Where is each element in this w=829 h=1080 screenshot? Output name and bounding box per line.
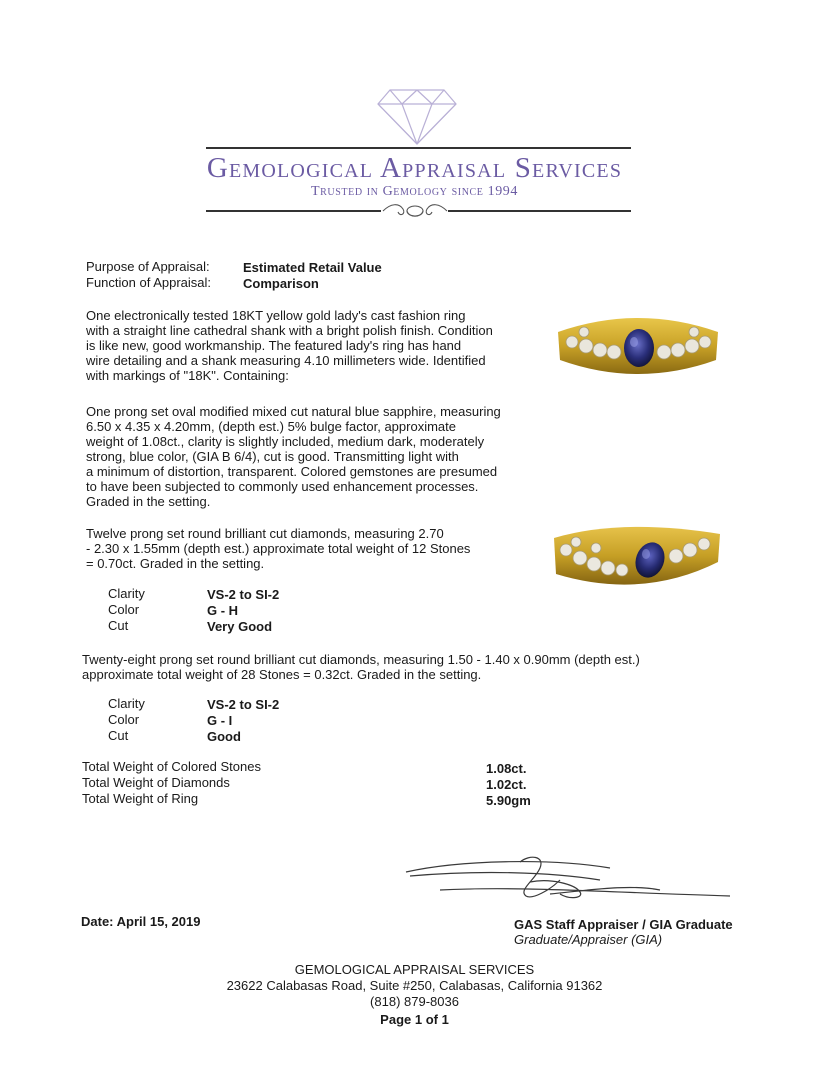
- totals-labels: [82, 759, 261, 807]
- grade-value: Good: [207, 729, 241, 744]
- sapphire-description-line: to have been subjected to commonly used enhancement processes.: [86, 479, 479, 494]
- grade-value: G - I: [207, 713, 233, 728]
- sapphire-description: [86, 404, 501, 509]
- diamonds-group-2-line: Twenty-eight prong set round brilliant cut diamonds, measuring 1.50 - 1.40 x 0.90mm (depth est.): [82, 652, 640, 667]
- grade-label: Clarity: [108, 586, 145, 601]
- diamonds-group-1-line: - 2.30 x 1.55mm (depth est.) approximate total weight of 12 Stones: [86, 541, 471, 556]
- grades-2-values: [207, 697, 279, 745]
- appraiser-title: GAS Staff Appraiser / GIA Graduate: [514, 917, 733, 932]
- diamonds-group-1-description: [86, 526, 470, 571]
- total-label: Total Weight of Colored Stones: [82, 759, 261, 774]
- sapphire-description-line: strong, blue color, (GIA B 6/4), cut is good. Transmitting light with: [86, 449, 459, 464]
- grade-label: Cut: [108, 728, 129, 743]
- function-value: Comparison: [243, 276, 319, 291]
- diamonds-group-2-line: approximate total weight of 28 Stones = 0.32ct. Graded in the setting.: [82, 667, 482, 682]
- sapphire-description-line: 6.50 x 4.35 x 4.20mm, (depth est.) 5% bulge factor, approximate: [86, 419, 456, 434]
- grade-label: Cut: [108, 618, 129, 633]
- function-label: Function of Appraisal:: [86, 275, 212, 290]
- ring-description: [86, 308, 493, 383]
- page-indicator: Page 1 of 1: [380, 1012, 449, 1027]
- total-value: 5.90gm: [486, 793, 531, 808]
- grade-value: VS-2 to SI-2: [207, 697, 280, 712]
- ring-description-line: with a straight line cathedral shank with a bright polish finish. Condition: [86, 323, 493, 338]
- total-value: 1.02ct.: [486, 777, 527, 792]
- ring-description-line: with markings of "18K". Containing:: [86, 368, 289, 383]
- sapphire-description-line: weight of 1.08ct., clarity is slightly included, medium dark, moderately: [86, 434, 485, 449]
- grade-label: Clarity: [108, 696, 145, 711]
- ring-photo-top: [554, 302, 722, 390]
- grade-value: G - H: [207, 603, 239, 618]
- grade-value: VS-2 to SI-2: [207, 587, 280, 602]
- ring-description-line: is like new, good workmanship. The featured lady's ring has hand: [86, 338, 462, 353]
- sapphire-description-line: One prong set oval modified mixed cut natural blue sapphire, measuring: [86, 404, 501, 419]
- grade-label: Color: [108, 602, 140, 617]
- letterhead: [0, 0, 829, 230]
- company-tagline: Trusted in Gemology since 1994: [311, 184, 518, 199]
- sapphire-description-line: Graded in the setting.: [86, 494, 211, 509]
- sapphire-description-line: a minimum of distortion, transparent. Colored gemstones are presumed: [86, 464, 498, 479]
- appraiser-signature: [400, 850, 740, 912]
- diamonds-group-1-line: Twelve prong set round brilliant cut diamonds, measuring 2.70: [86, 526, 444, 541]
- ring-photo-bottom: [552, 512, 722, 604]
- diamonds-group-1-line: = 0.70ct. Graded in the setting.: [86, 556, 265, 571]
- header-rule-top: [206, 147, 631, 149]
- grade-label: Color: [108, 712, 140, 727]
- ring-description-line: One electronically tested 18KT yellow gold lady's cast fashion ring: [86, 308, 466, 323]
- header-rule-left: [206, 210, 381, 212]
- footer-phone: (818) 879-8036: [370, 994, 459, 1009]
- purpose-label: Purpose of Appraisal:: [86, 259, 210, 274]
- diamond-logo-icon: [376, 86, 458, 146]
- footer-company: GEMOLOGICAL APPRAISAL SERVICES: [294, 962, 535, 977]
- grades-2-labels: [108, 696, 145, 744]
- appraisal-date: Date: April 15, 2019: [81, 914, 201, 929]
- grades-1-labels: [108, 586, 145, 634]
- diamonds-group-2-description: [82, 652, 640, 682]
- grades-1-values: [207, 587, 279, 635]
- header-rule-right: [448, 210, 631, 212]
- company-name: Gemological Appraisal Services: [206, 152, 623, 184]
- ring-description-line: wire detailing and a shank measuring 4.10 millimeters wide. Identified: [86, 353, 486, 368]
- total-label: Total Weight of Diamonds: [82, 775, 230, 790]
- total-value: 1.08ct.: [486, 761, 527, 776]
- totals-values: [486, 761, 531, 809]
- footer-address: 23622 Calabasas Road, Suite #250, Calabasas, California 91362: [226, 978, 603, 993]
- purpose-value: Estimated Retail Value: [243, 260, 382, 275]
- total-label: Total Weight of Ring: [82, 791, 199, 806]
- grade-value: Very Good: [207, 619, 273, 634]
- appraiser-subtitle: Graduate/Appraiser (GIA): [514, 932, 663, 947]
- flourish-ornament-icon: [381, 200, 449, 222]
